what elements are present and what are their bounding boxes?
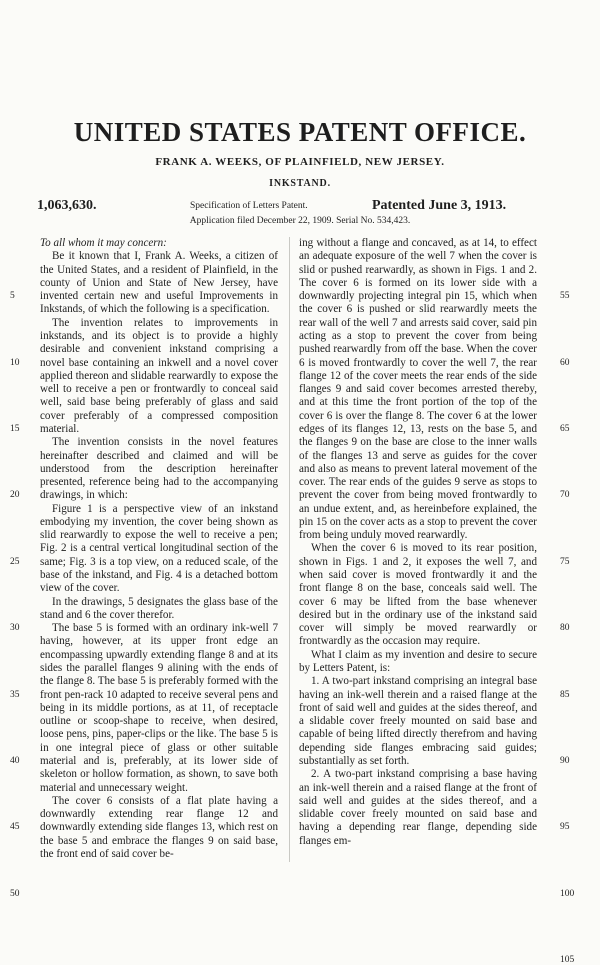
claim: 2. A two-part inkstand comprising a base having an ink-well therein and a raised flange at the front of said well and guides at the sides thereof, and a slidable cover freely mounted on said base and having a depending rear flange, depending side flanges em- — [299, 768, 537, 847]
office-title: UNITED STATES PATENT OFFICE. — [73, 117, 527, 147]
line-number: 100 — [560, 888, 575, 899]
patented-date: Patented June 3, 1913. — [372, 198, 507, 213]
paragraph: The invention consists in the novel features hereinafter described and claimed and will be understood from the description hereinafter presented, reference being had to the accompanying drawings, in which: — [40, 436, 278, 502]
line-number: 35 — [10, 689, 20, 700]
spec-label: Specification of Letters Patent. — [190, 201, 308, 211]
column-divider — [289, 237, 290, 862]
line-number: 65 — [560, 423, 570, 434]
line-number: 60 — [560, 357, 570, 368]
line-number: 50 — [10, 888, 20, 899]
paragraph: Figure 1 is a perspective view of an inkstand embodying my invention, the cover being shown as slid rearwardly to expose the well to receive a pen; Fig. 2 is a central vertical longitudinal section of the same; Fig. 3 is a top view, on a reduced scale, of the base of the inkstand, and Fig. 4 is a detached bottom view of the cover. — [40, 502, 278, 595]
line-number: 80 — [560, 623, 570, 634]
line-number: 90 — [560, 755, 570, 766]
filed-line: Application filed December 22, 1909. Serial No. 534,423. — [189, 216, 411, 226]
line-number: 105 — [560, 955, 575, 965]
line-number: 70 — [560, 490, 570, 501]
line-number: 75 — [560, 556, 570, 567]
right-column — [299, 237, 537, 848]
line-number: 30 — [10, 623, 20, 634]
line-number: 20 — [10, 490, 20, 501]
paragraph: When the cover 6 is moved to its rear position, shown in Figs. 1 and 2, it exposes the well 7, and when said cover is moved frontwardly it and the front flange 8 on the base, conceals said well. The cover 6 may be lifted from the base whenever desired but in the ordinary use of the inkstand said cover will simply be moved rearwardly or frontwardly as the occasion may require. — [299, 542, 537, 648]
paragraph: The base 5 is formed with an ordinary ink-well 7 having, however, at its upper front edge an encompassing upwardly extending flange 8 and at its sides the parallel flanges 9 alining with the ends of the flange 8. The base 5 is preferably formed with the front pen-rack 10 adapted to receive several pens and being in its middle portions, as at 11, of receptacle outline or scoop-shape to receive, when desired, loose pens, pins, paper-clips or the like. The base 5 is in one integral piece of glass or other suitable material and is, preferably, at its lower side of skeleton or hollow formation, as shown, to save both material and unnecessary weight. — [40, 622, 278, 794]
paragraph: ing without a flange and concaved, as at 14, to effect an adequate exposure of the well 7 when the cover is slid or pushed rearwardly, as shown in Figs. 1 and 2. The cover 6 is formed on its lower side with a downwardly projecting integral pin 15, which when the cover 6 is pushed or slid rearwardly meets the rear wall of the well 7 and arrests said cover, said pin acting as a stop to prevent the cover from being pushed rearwardly from off the base. When the cover 6 is moved frontwardly to cover the well 7, the rear flange 12 of the cover meets the rear ends of the side flanges 9 and said cover becomes arrested thereby, and at this time the front portion of the top of the cover 6 is over the flange 8. The cover 6 at the lower edges of its flanges 12, 13, rests on the base 5, and the flanges 9 on the base are close to the inner walls of the flanges 13 and serve as guides for the cover and also as means to prevent lateral movement of the cover. The rear ends of the guides 9 serve as stops to prevent the cover from being moved frontwardly to an undue extent, and, as hereinbefore explained, the pin 15 on the cover acts as a stop to prevent the cover from being unduly moved rearwardly. — [299, 237, 537, 542]
line-number: 10 — [10, 357, 20, 368]
inventor-line: FRANK A. WEEKS, OF PLAINFIELD, NEW JERSEY. — [155, 156, 445, 168]
paragraph: The invention relates to improvements in inkstands, and its object is to provide a highly desirable and convenient inkstand comprising a novel base containing an inkwell and a novel cover applied thereon and slidable rearwardly to expose the well to receive a pen or frontwardly to conceal said well, said base being preferably of glass and said cover preferably of a compressed composition material. — [40, 316, 278, 435]
line-number: 95 — [560, 822, 570, 833]
paragraph: The cover 6 consists of a flat plate having a downwardly extending rear flange 12 and downwardly extending side flanges 13, which rest on the base 5 and embrace the flanges 9 on said base, the front end of said cover be- — [40, 794, 278, 860]
claim-intro: What I claim as my invention and desire to secure by Letters Patent, is: — [299, 648, 537, 674]
paragraph: In the drawings, 5 designates the glass base of the stand and 6 the cover therefor. — [40, 595, 278, 621]
line-number: 85 — [560, 689, 570, 700]
line-number: 45 — [10, 822, 20, 833]
line-number: 15 — [10, 423, 20, 434]
claim: 1. A two-part inkstand comprising an integral base having an ink-well therein and a raised flange at the front of said well and guides at the sides thereof, and a slidable cover freely mounted on said base and capable of being lifted directly therefrom and having depending side flanges embracing said guides; substantially as set forth. — [299, 675, 537, 767]
line-number: 55 — [560, 291, 570, 302]
invention-title: INKSTAND. — [269, 178, 331, 189]
paragraph: Be it known that I, Frank A. Weeks, a citizen of the United States, and a resident of Plainfield, in the county of Union and State of New Jersey, have invented certain new and useful Improvements in Inkstands, of which the following is a specification. — [40, 250, 278, 316]
salutation: To all whom it may concern: — [40, 237, 167, 249]
line-number: 5 — [10, 291, 15, 302]
patent-number: 1,063,630. — [37, 198, 97, 213]
line-number: 40 — [10, 755, 20, 766]
line-number: 25 — [10, 556, 20, 567]
left-column — [40, 237, 278, 861]
